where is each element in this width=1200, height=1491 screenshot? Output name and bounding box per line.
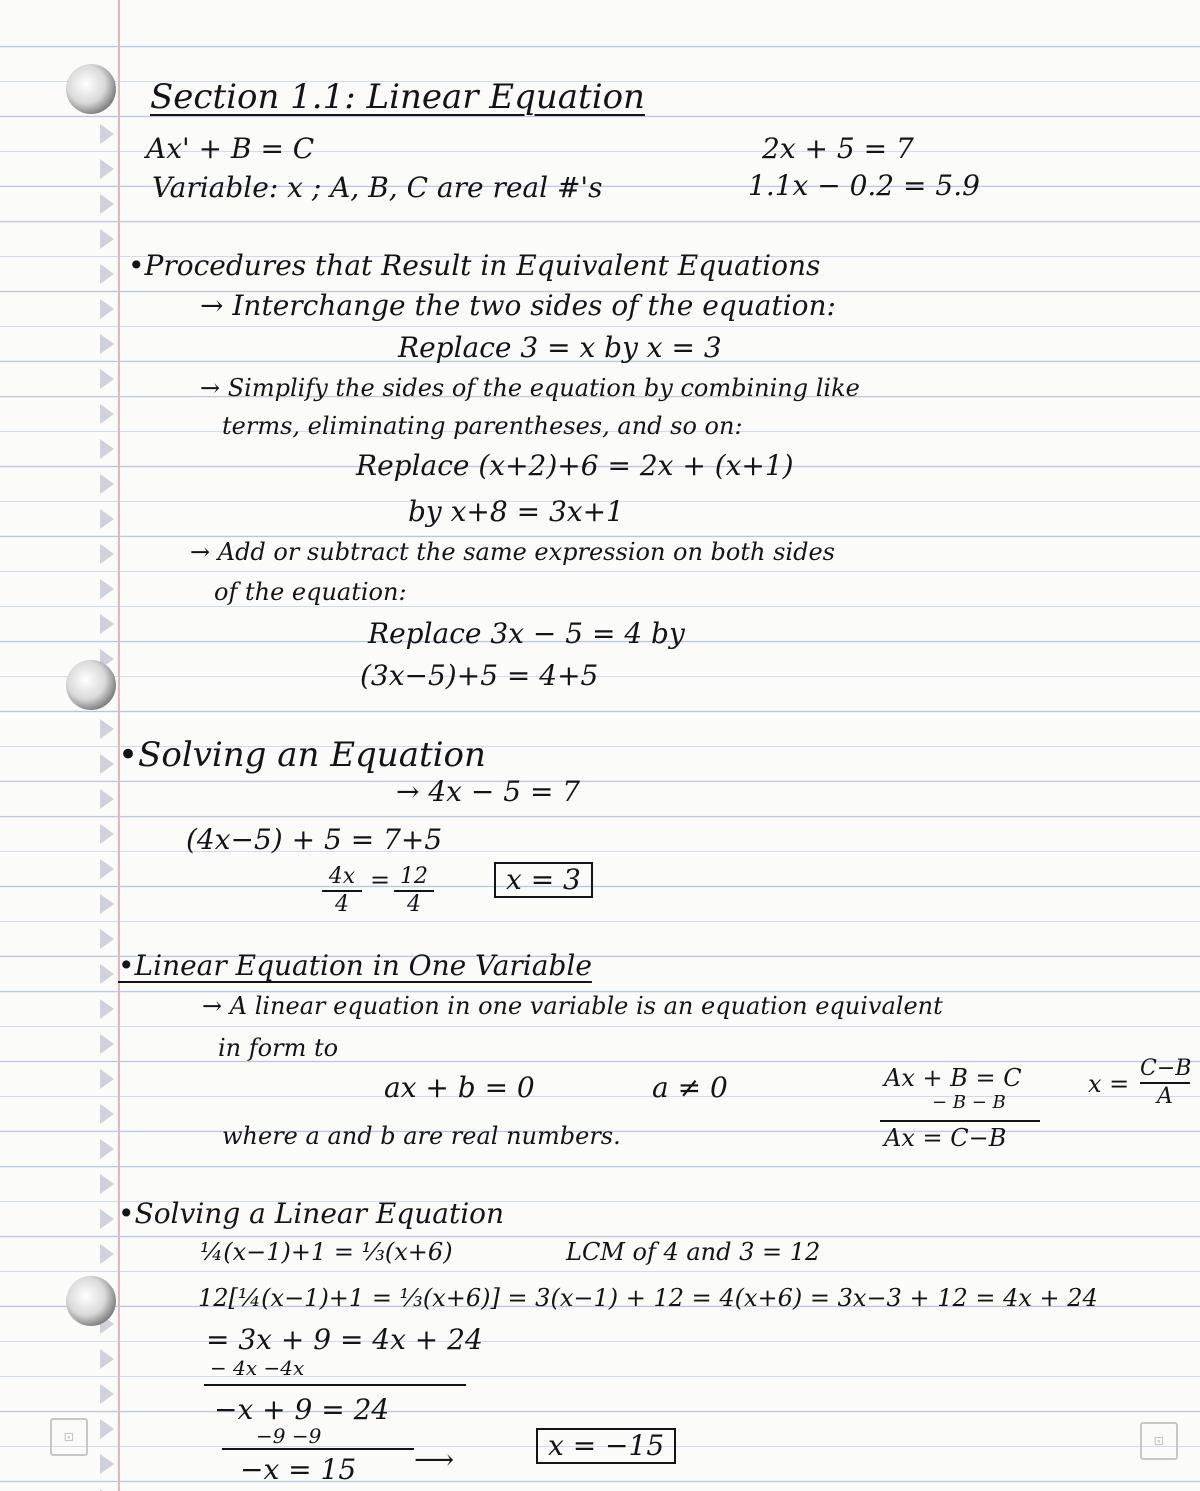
margin-tick — [100, 614, 114, 634]
solving-linear-step-1: 12[¼(x−1)+1 = ⅓(x+6)] = 3(x−1) + 12 = 4(x+6) = 3x−3 + 12 = 4x + 24 — [198, 1284, 1098, 1312]
margin-tick — [100, 894, 114, 914]
arrow-icon: ⟶ — [414, 1443, 455, 1476]
binder-hole — [66, 660, 116, 710]
binder-hole — [66, 1276, 116, 1326]
lcm-note: LCM of 4 and 3 = 12 — [566, 1238, 821, 1266]
margin-tick — [100, 1104, 114, 1124]
margin-tick — [100, 719, 114, 739]
procedure-step-2-example-1: Replace (x+2)+6 = 2x + (x+1) — [356, 449, 794, 482]
variable-note: Variable: x ; A, B, C are real #'s — [152, 171, 603, 204]
solving-equals: = — [370, 866, 391, 894]
procedure-step-3-example-1: Replace 3x − 5 = 4 by — [368, 617, 685, 650]
side-work-line-3: Ax = C−B — [884, 1124, 1007, 1152]
margin-tick — [100, 1174, 114, 1194]
scan-corner-icon: ⊡ — [50, 1418, 88, 1456]
solving-linear-heading: •Solving a Linear Equation — [118, 1197, 505, 1230]
fraction-denominator: 4 — [407, 892, 421, 917]
solving-step-1: → 4x − 5 = 7 — [396, 775, 581, 808]
procedure-step-3-line-1: → Add or subtract the same expression on both sides — [190, 538, 835, 566]
margin-tick — [100, 124, 114, 144]
solving-linear-step-4: −x + 9 = 24 — [214, 1393, 390, 1426]
margin-tick — [100, 369, 114, 389]
margin-tick — [100, 999, 114, 1019]
margin-tick — [100, 404, 114, 424]
solving-answer-box: x = 3 — [494, 862, 593, 898]
margin-tick — [100, 299, 114, 319]
solving-fraction-left — [322, 866, 362, 916]
margin-tick — [100, 544, 114, 564]
side-work-line-2: − B − B — [932, 1092, 1006, 1113]
margin-tick — [100, 579, 114, 599]
scan-corner-icon: ⊡ — [1140, 1422, 1178, 1460]
general-form: Ax' + B = C — [146, 132, 315, 165]
margin-tick — [100, 264, 114, 284]
standard-form-condition: a ≠ 0 — [652, 1071, 728, 1104]
solving-linear-step-2: = 3x + 9 = 4x + 24 — [206, 1323, 483, 1356]
solving-linear-equation: ¼(x−1)+1 = ⅓(x+6) — [200, 1238, 453, 1266]
solving-equation-heading: •Solving an Equation — [118, 735, 486, 775]
where-statement: where a and b are real numbers. — [222, 1122, 621, 1150]
fraction-numerator: 4x — [322, 866, 362, 892]
margin-tick — [100, 1244, 114, 1264]
example-equation-1: 2x + 5 = 7 — [762, 132, 914, 165]
margin-tick — [100, 1139, 114, 1159]
linear-one-variable-heading: •Linear Equation in One Variable — [118, 949, 592, 982]
margin-tick — [100, 194, 114, 214]
margin-tick — [100, 1384, 114, 1404]
procedure-step-2-example-2: by x+8 = 3x+1 — [408, 495, 624, 528]
margin-tick — [100, 789, 114, 809]
page-title: Section 1.1: Linear Equation — [150, 77, 645, 117]
margin-tick — [100, 1209, 114, 1229]
margin-tick — [100, 964, 114, 984]
margin-tick — [100, 929, 114, 949]
solving-linear-step-5: −9 −9 — [256, 1424, 322, 1448]
fraction-numerator: 12 — [394, 866, 434, 892]
side-work-fraction — [1140, 1058, 1190, 1108]
fraction-denominator: A — [1157, 1084, 1173, 1109]
margin-tick — [100, 1349, 114, 1369]
definition-line-2: in form to — [218, 1034, 339, 1062]
margin-tick — [100, 1069, 114, 1089]
solving-linear-answer-box: x = −15 — [536, 1428, 676, 1464]
procedure-step-1-example: Replace 3 = x by x = 3 — [398, 331, 722, 364]
solving-linear-step-6: −x = 15 — [240, 1453, 357, 1486]
procedure-step-1: → Interchange the two sides of the equation: — [200, 289, 836, 322]
binder-hole — [66, 64, 116, 114]
margin-tick — [100, 509, 114, 529]
procedure-step-2-line-2: terms, eliminating parentheses, and so on: — [222, 412, 743, 440]
side-work-rule — [880, 1120, 1040, 1122]
solving-linear-step-3: − 4x −4x — [210, 1356, 305, 1380]
margin-tick — [100, 334, 114, 354]
margin-tick — [100, 229, 114, 249]
example-equation-2: 1.1x − 0.2 = 5.9 — [748, 169, 980, 202]
fraction-denominator: 4 — [335, 892, 349, 917]
margin-tick — [100, 439, 114, 459]
margin-tick — [100, 1419, 114, 1439]
margin-tick — [100, 1034, 114, 1054]
side-work-x-equals: x = — [1088, 1070, 1130, 1098]
margin-tick — [100, 1454, 114, 1474]
margin-tick — [100, 159, 114, 179]
margin-tick — [100, 824, 114, 844]
procedure-step-3-example-2: (3x−5)+5 = 4+5 — [360, 659, 599, 692]
definition-line-1: → A linear equation in one variable is an equation equivalent — [202, 992, 943, 1020]
solving-step-2: (4x−5) + 5 = 7+5 — [186, 823, 443, 856]
solving-fraction-right — [394, 866, 434, 916]
margin-tick — [100, 859, 114, 879]
margin-tick — [100, 754, 114, 774]
solving-linear-rule-1 — [204, 1384, 466, 1386]
procedure-step-3-line-2: of the equation: — [214, 578, 407, 606]
fraction-numerator: C−B — [1140, 1058, 1190, 1084]
margin-tick — [100, 474, 114, 494]
side-work-line-1: Ax + B = C — [884, 1064, 1022, 1092]
procedure-step-2-line-1: → Simplify the sides of the equation by combining like — [200, 374, 860, 402]
standard-form: ax + b = 0 — [384, 1071, 535, 1104]
solving-linear-rule-2 — [222, 1448, 414, 1450]
procedures-heading: •Procedures that Result in Equivalent Equations — [128, 249, 821, 282]
